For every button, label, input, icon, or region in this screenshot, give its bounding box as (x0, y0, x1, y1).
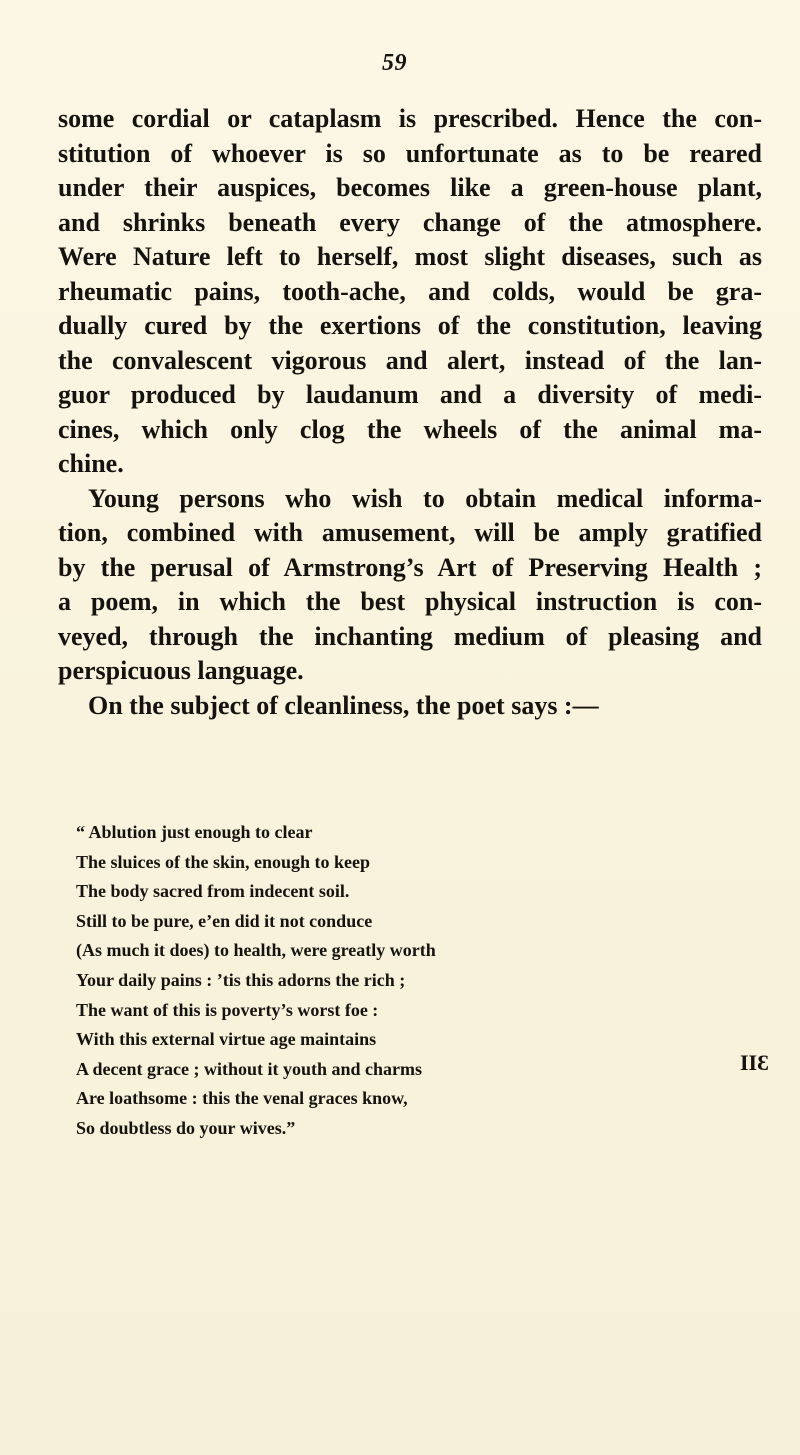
text-line: under their auspices, becomes like a green-house plant, (58, 173, 762, 202)
text-line: rheumatic pains, tooth-ache, and colds, would be gra- (58, 276, 762, 306)
text-line: chine. (58, 449, 124, 478)
page-number: 59 (382, 50, 407, 76)
text-line: On the subject of cleanliness, the poet says :— (88, 690, 599, 720)
text-line: the convalescent vigorous and alert, instead of the lan- (58, 345, 762, 375)
paragraph-2 (58, 482, 762, 689)
verse-line: A decent grace ; without it youth and charms (76, 1058, 422, 1079)
verse-line: Your daily pains : ’tis this adorns the rich ; (76, 969, 406, 990)
text-line: stitution of whoever is so unfortunate as to be reared (58, 138, 762, 168)
text-line: a poem, in which the best physical instruction is con- (58, 587, 762, 616)
text-line: and shrinks beneath every change of the atmosphere. (58, 207, 762, 237)
text-line: veyed, through the inchanting medium of pleasing and (58, 621, 762, 651)
text-line: perspicuous language. (58, 656, 304, 685)
verse-line: The want of this is poverty’s worst foe : (76, 999, 379, 1020)
prose-body (58, 102, 762, 723)
text-line: by the perusal of Armstrong’s Art of Preserving Health ; (58, 552, 762, 582)
text-line: Were Nature left to herself, most slight diseases, such as (58, 242, 762, 271)
verse-quotation (76, 818, 726, 1144)
text-line: guor produced by laudanum and a diversity of medi- (58, 380, 762, 409)
verse-line: “ Ablution just enough to clear (76, 822, 313, 842)
text-line: some cordial or cataplasm is prescribed. Hence the con- (58, 104, 762, 133)
paragraph-3 (58, 689, 762, 724)
text-line: cines, which only clog the wheels of the animal ma- (58, 414, 762, 444)
verse-line: So doubtless do your wives.” (76, 1117, 296, 1138)
verse-line: The sluices of the skin, enough to keep (76, 851, 371, 872)
text-line: dually cured by the exertions of the constitution, leaving (58, 311, 762, 340)
verse-line: With this external virtue age maintains (76, 1029, 377, 1050)
catchword: IIƐ (740, 1050, 769, 1075)
verse-line: Still to be pure, e’en did it not conduce (76, 910, 373, 931)
verse-line: (As much it does) to health, were greatly worth (76, 940, 436, 961)
text-line: Young persons who wish to obtain medical informa- (88, 483, 762, 513)
paragraph-1 (58, 102, 762, 482)
text-line: tion, combined with amusement, will be amply gratified (58, 518, 762, 547)
verse-line: The body sacred from indecent soil. (76, 881, 350, 902)
verse-line: Are loathsome : this the venal graces know, (76, 1088, 408, 1109)
